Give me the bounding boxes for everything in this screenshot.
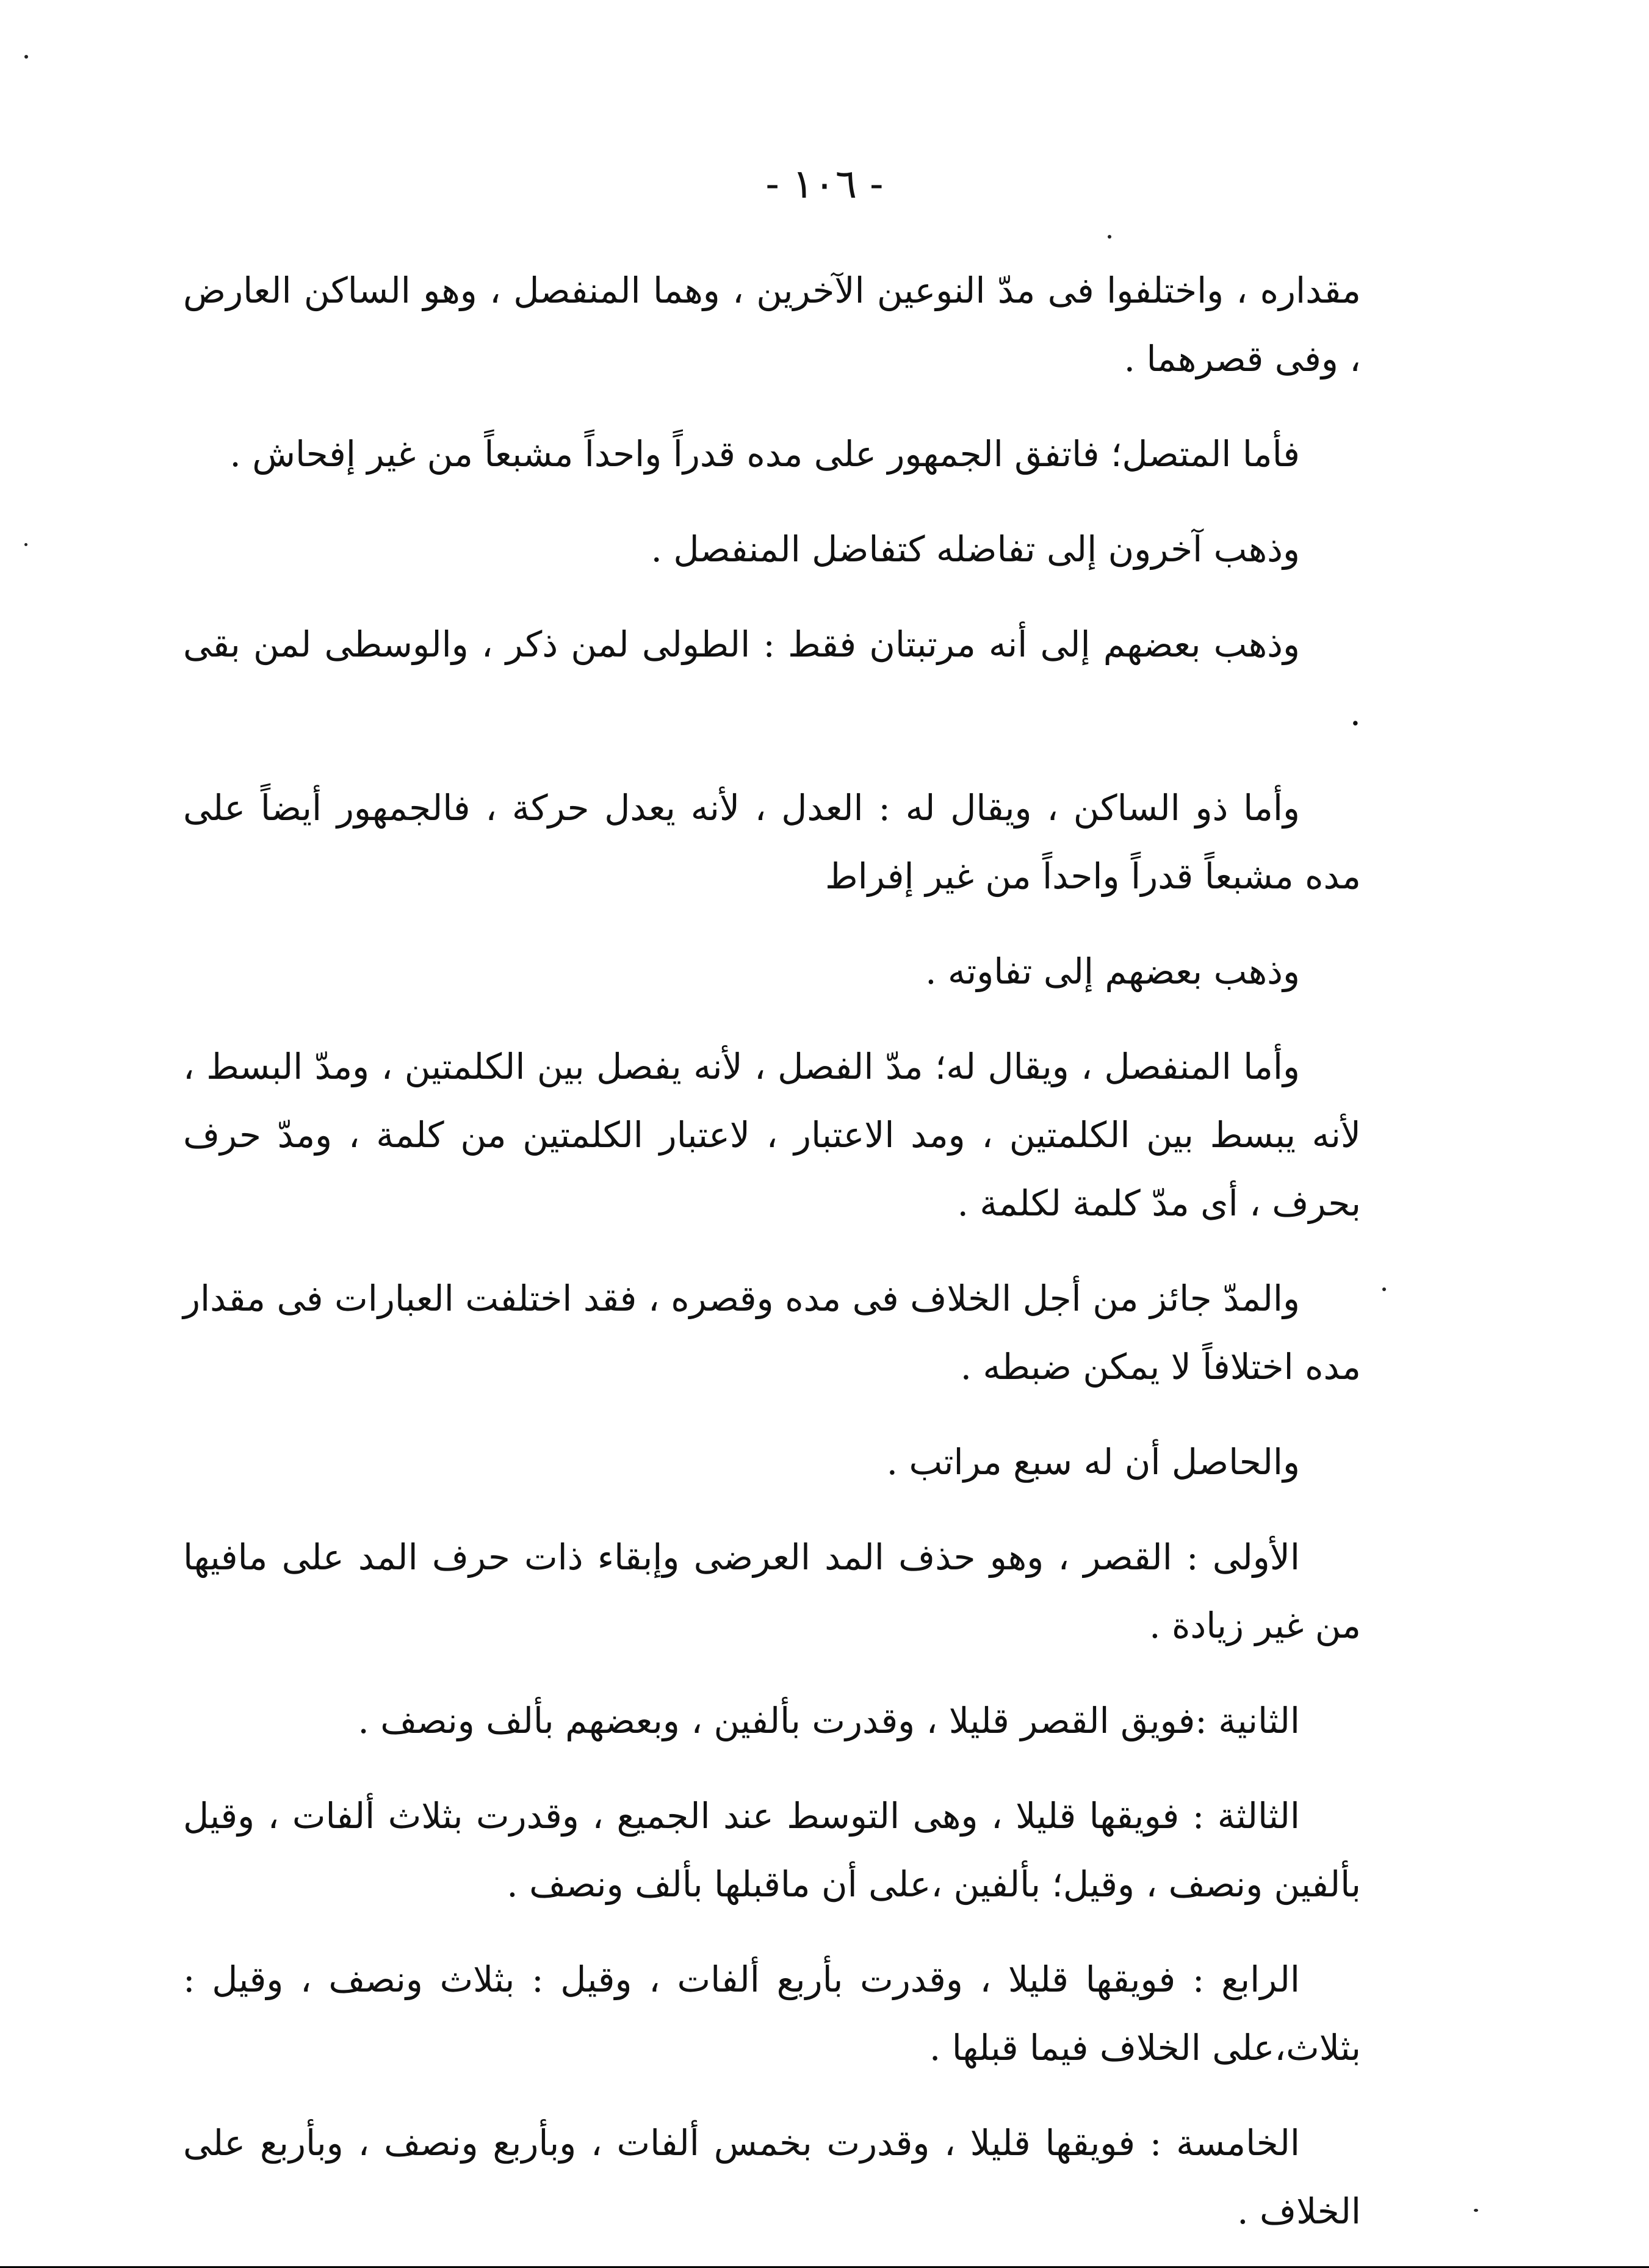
- paragraph-rank-fourth: الرابع : فويقها قليلا ، وقدرت بأربع ألفات ، وقيل : بثلاث ونصف ، وقيل : بثلاث،على الخلاف فيما قبلها .: [183, 1959, 1361, 2068]
- paragraph-two-ranks: وذهب بعضهم إلى أنه مرتبتان فقط : الطولى لمن ذكر ، والوسطى لمن بقى .: [183, 624, 1361, 733]
- paragraph-seven-ranks: والحاصل أن له سبع مراتب .: [886, 1441, 1300, 1483]
- paragraph-continuation: مقداره ، واختلفوا فى مدّ النوعين الآخرين ، وهما المنفصل ، وهو الساكن العارض ، وفى قصرهما .: [183, 270, 1361, 380]
- paragraph-rank-second: الثانية :فويق القصر قليلا ، وقدرت بألفين ، وبعضهم بألف ونصف .: [358, 1700, 1300, 1741]
- page-number: - ١٠٦ -: [765, 160, 884, 207]
- paragraph-variation: وذهب بعضهم إلى تفاوته .: [925, 951, 1300, 992]
- paragraph-rank-first: الأولى : القصر ، وهو حذف المد العرضى وإبقاء ذات حرف المد على مافيها من غير زيادة .: [183, 1536, 1361, 1646]
- paragraph-muttasil: فأما المتصل؛ فاتفق الجمهور على مده قدراً واحداً مشبعاً من غير إفحاش .: [229, 433, 1300, 475]
- paragraph-rank-third: الثالثة : فويقها قليلا ، وهى التوسط عند الجميع ، وقدرت بثلاث ألفات ، وقيل بألفين ونصف ، وقيل؛ بألفين ،على أن ماقبلها بألف ونصف .: [183, 1795, 1361, 1905]
- scan-speck: [24, 55, 28, 59]
- paragraph-permissible-madd: والمدّ جائز من أجل الخلاف فى مده وقصره ، فقد اختلفت العبارات فى مقدار مده اختلافاً لا يمكن ضبطه .: [183, 1278, 1361, 1388]
- page-body: [183, 256, 1361, 2245]
- paragraph-sakin: وأما ذو الساكن ، ويقال له : العدل ، لأنه يعدل حركة ، فالجمهور أيضاً على مده مشبعاً قدراً واحداً من غير إفراط: [183, 787, 1361, 897]
- paragraph-others-view: وذهب آخرون إلى تفاضله كتفاضل المنفصل .: [651, 528, 1300, 570]
- scan-speck: [1382, 1287, 1386, 1291]
- paragraph-munfasil: وأما المنفصل ، ويقال له؛ مدّ الفصل ، لأنه يفصل بين الكلمتين ، ومدّ البسط ، لأنه يبسط بين الكلمتين ، ومد الاعتبار ، لاعتبار الكلمتين من كلمة ، ومدّ حرف بحرف ، أى مدّ كلمة لكلمة .: [183, 1046, 1361, 1224]
- scan-speck: [1108, 235, 1111, 239]
- scan-speck: [1474, 2209, 1478, 2212]
- paragraph-rank-fifth: الخامسة : فويقها قليلا ، وقدرت بخمس ألفات ، وبأربع ونصف ، وبأربع على الخلاف .: [183, 2122, 1361, 2232]
- scan-speck: [24, 543, 27, 546]
